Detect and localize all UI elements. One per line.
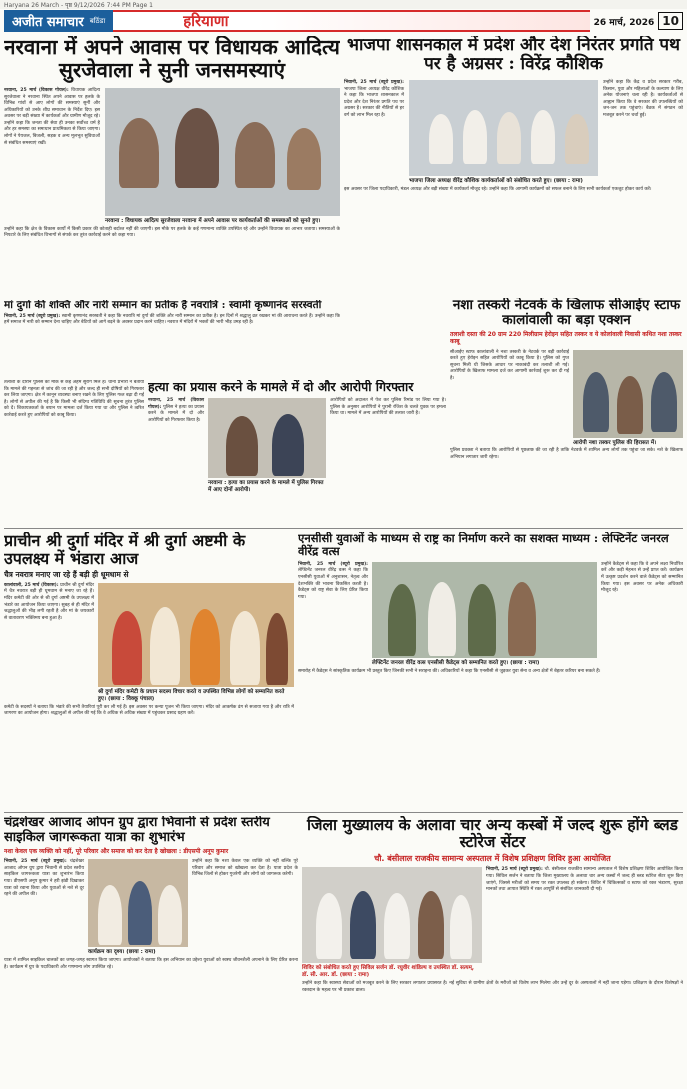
body-text: चौ. बंसीलाल राजकीय सामान्य अस्पताल में विशेष प्रशिक्षण शिविर आयोजित किया गया। सिविल सर्जन ने बताया कि जिला मुख्यालय के अलावा चार अन्य कस्बों में जल्द ही ब्लड स्टोरेज सेंटर शुरू किए जाएंगे, जिससे मरीजों को समय पर रक्त उपलब्ध हो सकेगा। शिविर में चिकित्सकों व स्टाफ को रक्त भंडारण, सुरक्षा मानकों तथा आपात स्थिति में रक्त आपूर्ति से संबंधित जानकारी दी गई। bbox=[486, 867, 683, 893]
story-cycle-yatra bbox=[4, 816, 298, 1086]
headline: एनसीसी युवाओं के माध्यम से राष्ट्र का निर्माण करने का सशक्त माध्यम : लेफ्टिनेंट जनरल वीरेंद्र वत्स bbox=[298, 532, 669, 558]
story-murder-arrest bbox=[148, 380, 446, 526]
body-text: कमेटी के सदस्यों ने बताया कि भंडारे की सभी तैयारियां पूरी कर ली गई हैं। इस अवसर पर कन्या पूजन भी किया जाएगा। मंदिर को आकर्षक ढंग से सजाया गया है और रात्रि में जागरण का आयोजन होगा। श्रद्धालुओं से अपील की गई कि वे अधिक से अधिक संख्या में पहुंचकर प्रसाद ग्रहण करें। bbox=[4, 704, 294, 717]
scan-edge-info: Haryana 26 March - पृष्ठ 9/12/2026 7:44 PM Page 1 bbox=[0, 0, 687, 9]
story-photo bbox=[208, 398, 326, 478]
story-durga-temple bbox=[4, 532, 294, 808]
headline: चंद्रशेखर आजाद ओपन ग्रुप द्वारा भिवानी से प्रदेश स्तरीय साइकिल जागरूकता यात्रा का शुभारंभ bbox=[4, 816, 270, 845]
edition-name: बठिंडा bbox=[89, 16, 106, 25]
photo-credit: (छाया : रामा) bbox=[553, 178, 583, 185]
story-photo bbox=[105, 88, 340, 216]
page-header bbox=[4, 10, 683, 32]
body-text: उन्होंने कहा कि क्षेत्र के विकास कार्यों में किसी प्रकार की कोताही बर्दाश्त नहीं की जाएगी। इस मौके पर हलके के कई गणमान्य व्यक्ति उपस्थित रहे और उन्होंने विधायक का आभार जताया। समस्याओं के निपटारे के लिए संबंधित विभागों से संपर्क कर तुरंत कार्रवाई करने को कहा गया। bbox=[4, 226, 340, 239]
headline: मां दुर्गा की शक्ति और नारी सम्मान का प्रतीक है नवरात्रि : स्वामी कृष्णानंद सरस्वती bbox=[4, 300, 322, 311]
body-text: समारोह में कैडेट्स ने सांस्कृतिक कार्यक्रम भी प्रस्तुत किए जिनकी सभी ने सराहना की। अधिकारियों ने कहा कि एनसीसी से जुड़कर युवा सेना व अन्य क्षेत्रों में बेहतर करियर बना सकते हैं। bbox=[298, 668, 601, 674]
dateline: कालांवाली, 25 मार्च (विकास): bbox=[4, 582, 59, 588]
story-photo bbox=[409, 80, 598, 176]
photo-credit: (छाया : रामा) bbox=[126, 949, 156, 956]
photo-caption: शिविर को संबोधित करते हुए सिविल सर्जन डॉ. रघुवीर शांडिल्य व उपस्थित डॉ. सत्यम्, डॉ. सी. आर. डॉ. (छाया : रामा) bbox=[302, 965, 475, 979]
headline: भाजपा शासनकाल में प्रदेश और देश निरंतर प्रगति पथ पर है अग्रसर : विरेंद्र कौशिक bbox=[347, 36, 680, 75]
subheadline: नशा केवल एक व्यक्ति को नहीं, पूरे परिवार और समाज को कर देता है खोखला : डीएसपी अनूप कुमार bbox=[4, 848, 229, 856]
photo-caption: नरवाना : हत्या का प्रयास करने के मामले में पुलिस गिरफ्त में आए दोनों आरोपी। bbox=[208, 480, 324, 493]
body-text: प्राचीन श्री दुर्गा मंदिर में चैत्र नवरात्र बड़ी ही धूमधाम से मनाए जा रहे हैं। मंदिर कमेटी की ओर से श्री दुर्गा अष्टमी के उपलक्ष्य में भंडारे का आयोजन किया जाएगा। सुबह से ही मंदिर में श्रद्धालुओं की भीड़ लगी रहती है और मां के जयकारों से वातावरण भक्तिमय बना हुआ है। bbox=[4, 582, 94, 621]
body-text: विधायक आदित्य सुरजेवाला ने नरवाना स्थित अपने आवास पर हलके के विभिन्न गांवों से आए लोगों की समस्याएं सुनीं और अधिकारियों को उनके शीघ्र समाधान के निर्देश दिए। इस अवसर पर बड़ी संख्या में कार्यकर्ता और ग्रामीण मौजूद रहे। उन्होंने कहा कि जनता की सेवा ही उनका सर्वोच्च धर्म है और हर समस्या का समाधान प्राथमिकता से किया जाएगा। लोगों ने पेयजल, बिजली, सड़क व अन्य मूलभूत सुविधाओं से संबंधित समस्याएं रखीं। bbox=[4, 87, 100, 146]
dateline: भिवानी, 25 मार्च (ब्यूरो प्रमुख): bbox=[486, 867, 543, 873]
headline: जिला मुख्यालय के अलावा चार अन्य कस्बों में जल्द शुरू होंगे ब्लड स्टोरेज सेंटर bbox=[307, 816, 678, 852]
photo-caption: कार्यक्रम का दृश्य। bbox=[88, 949, 125, 956]
subheadline: चैत्र नवरात्र मनाए जा रहे हैं बड़ी ही धूमधाम से bbox=[4, 569, 129, 579]
dateline: भिवानी, 25 मार्च (ब्यूरो प्रमुख): bbox=[4, 313, 61, 319]
body-text: लेफ्टिनेंट जनरल वीरेंद्र वत्स ने कहा कि एनसीसी युवाओं में अनुशासन, नेतृत्व और देशभक्ति की भावना विकसित करती है। कैडेट्स को राष्ट्र सेवा के लिए प्रेरित किया गया। bbox=[298, 568, 368, 600]
headline: नशा तस्करी नेटवर्क के खिलाफ सीआईए स्टाफ कालांवाली का बड़ा एक्शन bbox=[452, 298, 681, 329]
photo-caption: भाजपा जिला अध्यक्ष वीरेंद्र कौशिक कार्यकर्ताओं को संबोधित करते हुए। bbox=[409, 178, 552, 185]
issue-date: 26 मार्च, 2026 bbox=[593, 17, 655, 28]
story-photo bbox=[372, 562, 597, 658]
section-title: हरियाणा bbox=[183, 12, 229, 30]
story-photo bbox=[88, 859, 188, 947]
subheadline: चौ. बंसीलाल राजकीय सामान्य अस्पताल में विशेष प्रशिक्षण शिविर हुआ आयोजित bbox=[374, 853, 611, 863]
body-text: इस अवसर पर जिला पदाधिकारी, मंडल अध्यक्ष और बड़ी संख्या में कार्यकर्ता मौजूद रहे। उन्होंने कहा कि आगामी कार्यक्रमों को सफल बनाने के लिए सभी कार्यकर्ता एकजुट होकर कार्य करें। bbox=[344, 186, 652, 192]
body-text: पुलिस ने हत्या का प्रयास करने के मामले में दो और आरोपियों को गिरफ्तार किया है। bbox=[148, 404, 204, 423]
headline: नरवाना में अपने आवास पर विधायक आदित्य सुरजेवाला ने सुनी जनसमस्याएं bbox=[4, 36, 340, 82]
section-banner bbox=[113, 10, 589, 32]
story-blood-storage bbox=[302, 816, 683, 1086]
story-photo bbox=[302, 867, 482, 963]
photo-caption: लेफ्टिनेंट जनरल वीरेंद्र वत्स एनसीसी कैडेट्स को सम्मानित करते हुए। bbox=[372, 659, 509, 666]
subheadline: तलाशी दस्ता की 20 ग्राम 220 मिलीग्राम हेरोइन सहित तस्कर व ये कोलांवाली निवासी कथित नशा तस्कर काबू bbox=[450, 331, 682, 346]
story-bjp bbox=[344, 36, 683, 296]
body-text: तलाशी के दौरान पुलिस को मौके से कई अहम सुराग मिले हैं। थाना प्रभारी ने बताया कि मामले की गहनता से जांच की जा रही है और जल्द ही सभी दोषियों को गिरफ्तार कर लिया जाएगा। क्षेत्र में कानून व्यवस्था बनाए रखने के लिए पुलिस गश्त बढ़ा दी गई है। लोगों से अपील की गई है कि किसी भी संदिग्ध गतिविधि की सूचना तुरंत पुलिस को दें। शिकायतकर्ता के बयान पर मामला दर्ज किया गया था और पुलिस ने त्वरित कार्रवाई करते हुए आरोपियों को काबू किया। bbox=[4, 380, 144, 418]
story-navratri bbox=[4, 300, 340, 376]
dateline: भिवानी, 25 मार्च (ब्यूरो प्रमुख): bbox=[344, 80, 404, 86]
body-text: सीआईए स्टाफ कालांवाली ने नशा तस्करी के नेटवर्क पर बड़ी कार्रवाई करते हुए हेरोइन सहित आरोपियों को काबू किया है। पुलिस को गुप्त सूचना मिली थी जिसके आधार पर नाकाबंदी कर तलाशी ली गई। आरोपियों के खिलाफ मामला दर्ज कर आगामी कार्रवाई शुरू कर दी गई है। bbox=[450, 349, 569, 381]
dateline: नरवाना, 25 मार्च (विकास गोयल): bbox=[148, 398, 204, 410]
body-text: उन्होंने कैडेट्स से कहा कि वे अपने लक्ष्य निर्धारित करें और कड़ी मेहनत से उन्हें प्राप्त करें। कार्यक्रम में उत्कृष्ट प्रदर्शन करने वाले कैडेट्स को सम्मानित किया गया। इस अवसर पर अनेक अधिकारी मौजूद रहे। bbox=[601, 561, 683, 594]
body-text: उन्होंने कहा कि नशा केवल एक व्यक्ति को नहीं बल्कि पूरे परिवार और समाज को खोखला कर देता है। यात्रा प्रदेश के विभिन्न जिलों से होकर गुजरेगी और लोगों को जागरूक करेगी। bbox=[192, 859, 298, 878]
headline: हत्या का प्रयास करने के मामले में दो और आरोपी गिरफ्तार bbox=[148, 380, 414, 394]
photo-credit: (छाया : विक्कू पंचाल) bbox=[107, 695, 155, 702]
body-text: भाजपा जिला अध्यक्ष वीरेंद्र कौशिक ने कहा कि भाजपा शासनकाल में प्रदेश और देश निरंतर प्रगति पथ पर अग्रसर है। सरकार की नीतियों से हर वर्ग को लाभ मिल रहा है। bbox=[344, 86, 404, 119]
body-text: उन्होंने कहा कि केंद्र व प्रदेश सरकार गरीब, किसान, युवा और महिलाओं के कल्याण के लिए अनेक योजनाएं चला रही है। कार्यकर्ताओं से आह्वान किया कि वे सरकार की उपलब्धियों को जन-जन तक पहुंचाएं। बैठक में संगठन को मजबूत करने पर चर्चा हुई। bbox=[603, 80, 683, 119]
dateline: नरवाना, 25 मार्च (विकास गोयल): bbox=[4, 87, 69, 93]
photo-caption: नरवाना : विधायक आदित्य सुरजेवाला नरवाना में अपने आवास पर कार्यकर्ताओं की समस्याओं को सुनते हुए। bbox=[105, 217, 321, 224]
body-text: उन्होंने कहा कि स्वास्थ्य सेवाओं को मजबूत करने के लिए सरकार लगातार प्रयासरत है। नई सुविधा से ग्रामीण क्षेत्रों के मरीजों को विशेष लाभ मिलेगा और उन्हें दूर के अस्पतालों में नहीं जाना पड़ेगा। प्रशिक्षण के दौरान विशेषज्ञों ने रक्तदान के महत्व पर भी प्रकाश डाला। bbox=[302, 981, 683, 993]
headline: प्राचीन श्री दुर्गा मंदिर में श्री दुर्गा अष्टमी के उपलक्ष्य में भंडारा आज bbox=[4, 532, 246, 568]
body-text: स्वामी कृष्णानंद सरस्वती ने कहा कि नवरात्रि मां दुर्गा की शक्ति और नारी सम्मान का प्रतीक है। इन दिनों में श्रद्धालु व्रत रखकर मां की आराधना करते हैं। उन्होंने कहा कि हमें समाज में नारी को सम्मान देना चाहिए और बेटियों को आगे बढ़ने के अवसर प्रदान करने चाहिए। नवरात्र में मंदिरों में भक्तों की भारी भीड़ उमड़ रही है। bbox=[4, 313, 340, 326]
masthead-title: अजीत समाचार bbox=[12, 15, 84, 30]
story-ncc bbox=[298, 532, 683, 808]
photo-credit: (छाया : रामा) bbox=[510, 659, 540, 666]
masthead bbox=[4, 10, 113, 32]
story-photo bbox=[573, 350, 683, 438]
dateline: भिवानी, 25 मार्च (ब्यूरो प्रमुख): bbox=[298, 561, 368, 567]
dateline: भिवानी, 25 मार्च (ब्यूरो प्रमुख): bbox=[4, 859, 67, 865]
body-text: पुलिस प्रवक्ता ने बताया कि आरोपियों से पूछताछ की जा रही है ताकि नेटवर्क में शामिल अन्य लोगों तक पहुंचा जा सके। नशे के खिलाफ अभियान लगातार जारी रहेगा। bbox=[450, 448, 683, 461]
story-drug-network bbox=[450, 298, 683, 526]
page-number: 10 bbox=[658, 12, 683, 30]
story-photo bbox=[98, 583, 294, 687]
body-text: चंद्रशेखर आजाद ओपन ग्रुप द्वारा भिवानी से प्रदेश स्तरीय साइकिल जागरूकता यात्रा का शुभारंभ किया गया। डीएसपी अनूप कुमार ने हरी झंडी दिखाकर यात्रा को रवाना किया और युवाओं से नशे से दूर रहने की अपील की। bbox=[4, 859, 84, 898]
body-text: यात्रा में शामिल साइकिल चालकों का जगह-जगह स्वागत किया जाएगा। आयोजकों ने बताया कि इस अभियान का उद्देश्य युवाओं को स्वस्थ जीवनशैली अपनाने के लिए प्रेरित करना है। कार्यक्रम में ग्रुप के पदाधिकारी और गणमान्य लोग उपस्थित रहे। bbox=[4, 958, 298, 970]
photo-caption: श्री दुर्गा मंदिर कमेटी के प्रधान सदस्य विचार करते व उपस्थित विभिन्न लोगों को सम्मानित करते हुए। bbox=[98, 688, 285, 702]
photo-caption: आरोपी नशा तस्कर पुलिस की हिरासत में। bbox=[573, 439, 657, 446]
body-text: आरोपियों को अदालत में पेश कर पुलिस रिमांड पर लिया गया है। पुलिस के अनुसार आरोपियों ने पुरानी रंजिश के चलते युवक पर हमला किया था। मामले में अन्य आरोपियों की तलाश जारी है। bbox=[330, 398, 446, 417]
